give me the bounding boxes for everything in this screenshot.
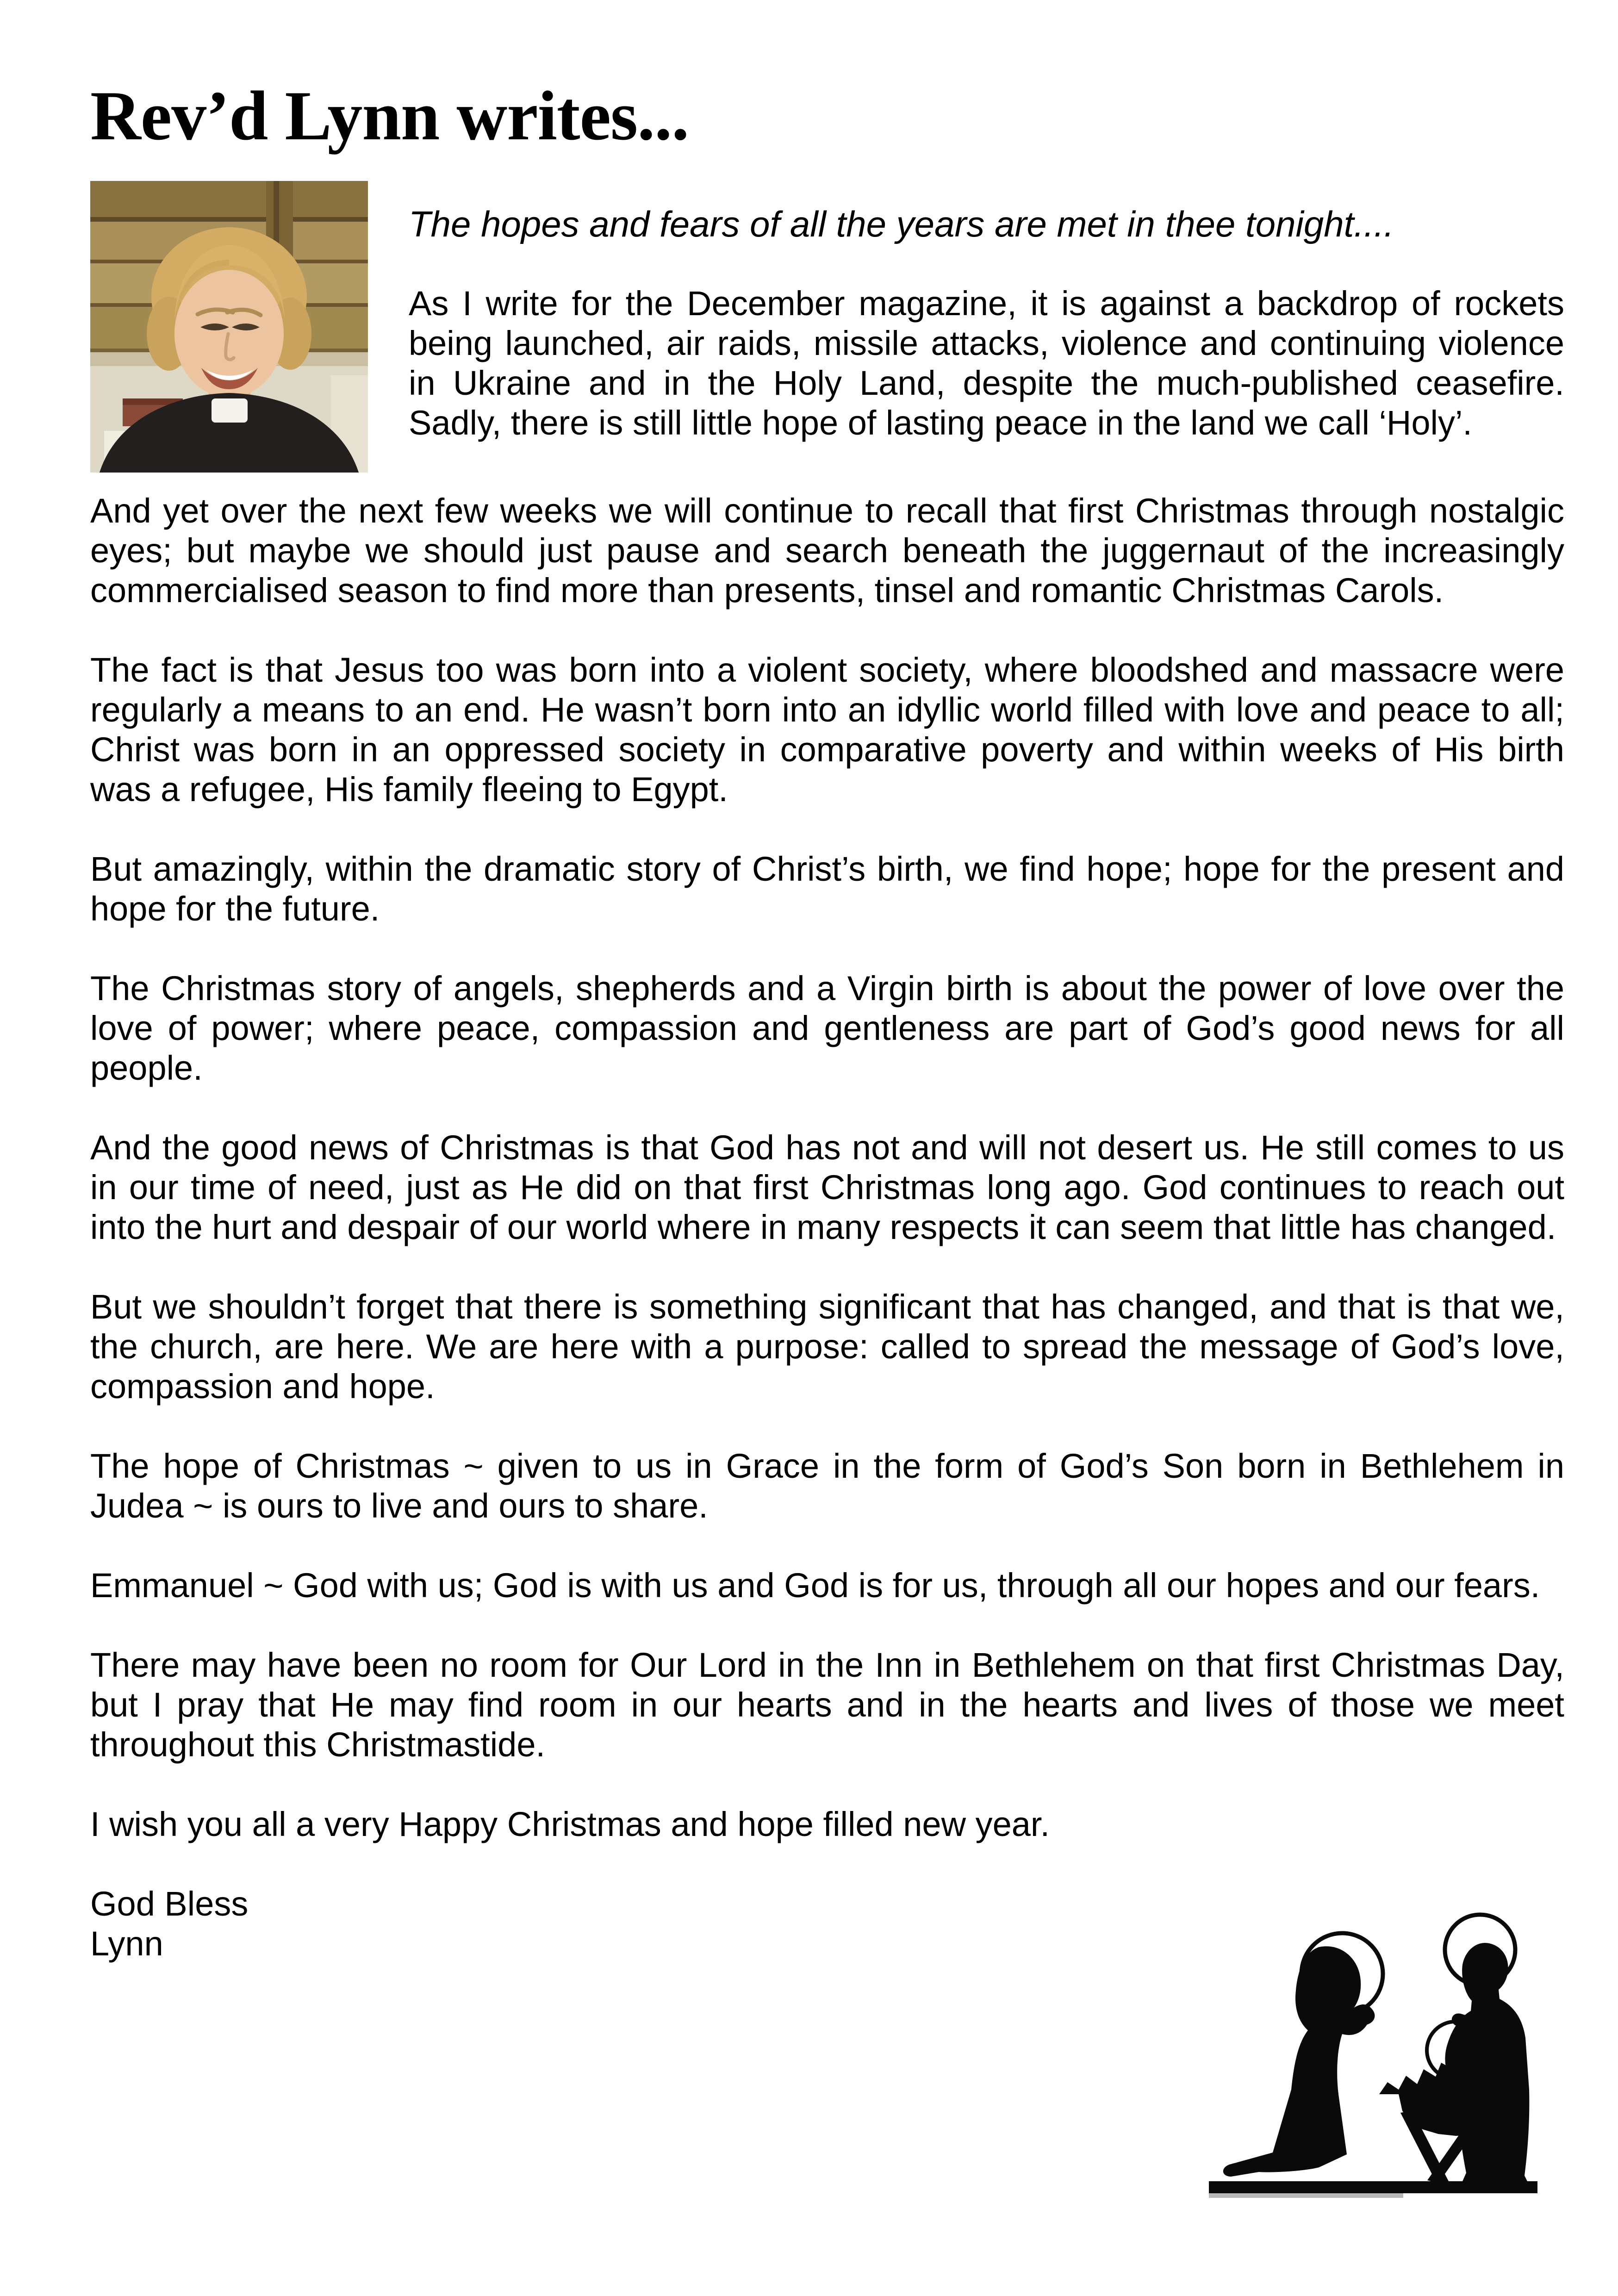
nativity-silhouette-image: [1203, 1895, 1548, 2210]
revd-lynn-photo: [90, 181, 368, 473]
paragraph: Emmanuel ~ God with us; God is with us and God is for us, through all our hopes and our fears.: [90, 1566, 1540, 1605]
page-title: Rev’d Lynn writes...: [90, 77, 689, 155]
intro-section: [90, 177, 1564, 482]
paragraph: There may have been no room for Our Lord in the Inn in Bethlehem on that first Christmas Day, but I pray that He may find room in our hearts and in the hearts and lives of those we meet throughout this Christmastide.: [90, 1646, 1564, 1764]
paragraph: And yet over the next few weeks we will continue to recall that first Christmas through nostalgic eyes; but maybe we should just pause and search beneath the juggernaut of the increasingly commercialised season to find more than presents, tinsel and romantic Christmas Carols.: [90, 492, 1564, 610]
paragraph: But amazingly, within the dramatic story of Christ’s birth, we find hope; hope for the present and hope for the future.: [90, 850, 1564, 928]
paragraph: And the good news of Christmas is that God has not and will not desert us. He still comes to us in our time of need, just as He did on that first Christmas long ago. God continues to reach out into the hurt and despair of our world where in many respects it can seem that little has changed.: [90, 1128, 1564, 1247]
paragraph: But we shouldn’t forget that there is something significant that has changed, and that is that we, the church, are here. We are here with a purpose: called to spread the message of God’s love, compassion and hope.: [90, 1288, 1564, 1406]
paragraph: The hope of Christmas ~ given to us in Grace in the form of God’s Son born in Bethlehem in Judea ~ is ours to live and ours to share.: [90, 1447, 1564, 1525]
paragraph: The fact is that Jesus too was born into a violent society, where bloodshed and massacre were regularly a means to an end. He wasn’t born into an idyllic world filled with love and peace to all; Christ was born in an oppressed society in comparative poverty and within weeks of His birth was a refugee, His family fleeing to Egypt.: [90, 651, 1564, 809]
opening-quote: The hopes and fears of all the years are met in thee tonight....: [409, 204, 1394, 245]
signoff-blessing: God Bless: [90, 1885, 249, 1923]
article-body: [90, 491, 1564, 1765]
intro-paragraph: As I write for the December magazine, it is against a backdrop of rockets being launched, air raids, missile attacks, violence and continuing violence in Ukraine and in the Holy Land, despite the much-published ceasefire. Sadly, there is still little hope of lasting peace in the land we call ‘Holy’.: [409, 284, 1564, 442]
paragraph: The Christmas story of angels, shepherds and a Virgin birth is about the power of love over the love of power; where peace, compassion and gentleness are part of God’s good news for all people.: [90, 969, 1564, 1088]
signoff-name: Lynn: [90, 1924, 163, 1963]
closing-paragraph: I wish you all a very Happy Christmas and hope filled new year.: [90, 1805, 1050, 1844]
